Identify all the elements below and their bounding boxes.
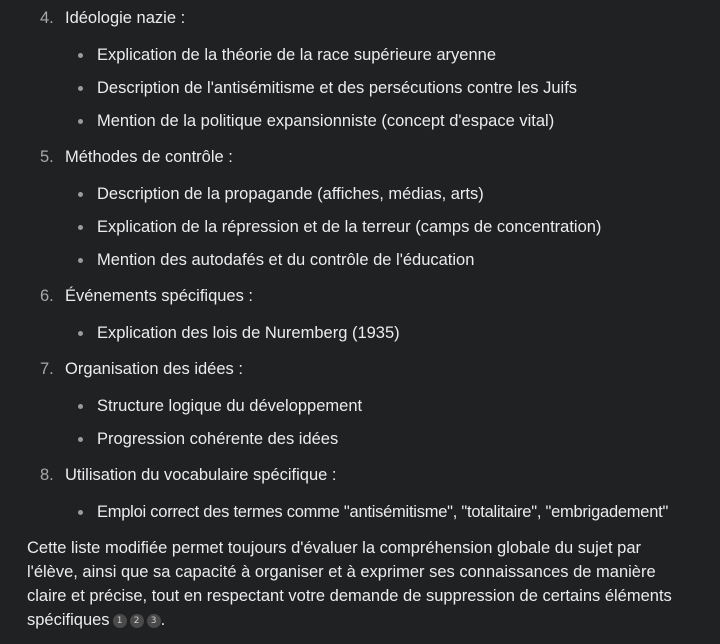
paragraph-text: spécifiques (27, 611, 110, 629)
bullet-text: Mention des autodafés et du contrôle de l'éducation (97, 251, 475, 269)
bullet-item (0, 394, 720, 418)
paragraph-period: . (160, 611, 166, 629)
bullet-dot-icon (78, 119, 83, 124)
paragraph-line: claire et précise, tout en respectant votre demande de suppression de certains éléments (27, 587, 672, 605)
bullet-item (0, 427, 720, 451)
bullet-dot-icon (78, 225, 83, 230)
item-number: 8. (40, 466, 54, 484)
item-number: 7. (40, 360, 54, 378)
bullet-text: Description de l'antisémitisme et des persécutions contre les Juifs (97, 79, 578, 97)
bullet-text: Explication de la théorie de la race supérieure aryenne (97, 46, 496, 64)
bullet-item (0, 109, 720, 133)
bullet-dot-icon (78, 53, 83, 58)
bullet-text: Description de la propagande (affiches, médias, arts) (97, 185, 484, 203)
bullet-dot-icon (78, 510, 83, 515)
bullet-dot-icon (78, 192, 83, 197)
item-number: 6. (40, 287, 54, 305)
citation-badge[interactable]: 1 (113, 614, 127, 628)
paragraph-line: l'élève, ainsi que sa capacité à organiser et à exprimer ses connaissances de manière (27, 563, 656, 581)
bullet-text: Explication des lois de Nuremberg (1935) (97, 324, 400, 342)
bullet-text: Structure logique du développement (97, 397, 363, 415)
citation-badge[interactable]: 3 (147, 614, 161, 628)
bullet-dot-icon (78, 331, 83, 336)
bullet-item (0, 76, 720, 100)
bullet-item (0, 321, 720, 345)
bullet-item (0, 248, 720, 272)
bullet-item (0, 215, 720, 239)
paragraph-line-last (27, 608, 707, 632)
bullet-dot-icon (78, 86, 83, 91)
item-number: 4. (40, 9, 54, 27)
bullet-dot-icon (78, 437, 83, 442)
bullet-text: Progression cohérente des idées (97, 430, 339, 448)
citation-badge[interactable]: 2 (130, 614, 144, 628)
numbered-item-8 (0, 463, 720, 487)
numbered-item-6 (0, 284, 720, 308)
bullet-item (0, 182, 720, 206)
item-number: 5. (40, 148, 54, 166)
numbered-item-5 (0, 145, 720, 169)
bullet-item (0, 500, 720, 524)
bullet-dot-icon (78, 258, 83, 263)
bullet-text: Mention de la politique expansionniste (concept d'espace vital) (97, 112, 555, 130)
item-title: Événements spécifiques : (65, 287, 254, 305)
conclusion-paragraph (27, 536, 707, 632)
bullet-dot-icon (78, 404, 83, 409)
item-title: Organisation des idées : (65, 360, 243, 378)
item-title: Idéologie nazie : (65, 9, 186, 27)
paragraph-line: Cette liste modifiée permet toujours d'évaluer la compréhension globale du sujet par (27, 539, 641, 557)
numbered-item-4 (0, 6, 720, 30)
numbered-item-7 (0, 357, 720, 381)
item-title: Utilisation du vocabulaire spécifique : (65, 466, 337, 484)
item-title: Méthodes de contrôle : (65, 148, 233, 166)
bullet-text: Emploi correct des termes comme "antisémitisme", "totalitaire", "embrigadement" (97, 503, 669, 521)
bullet-item (0, 43, 720, 67)
bullet-text: Explication de la répression et de la terreur (camps de concentration) (97, 218, 602, 236)
